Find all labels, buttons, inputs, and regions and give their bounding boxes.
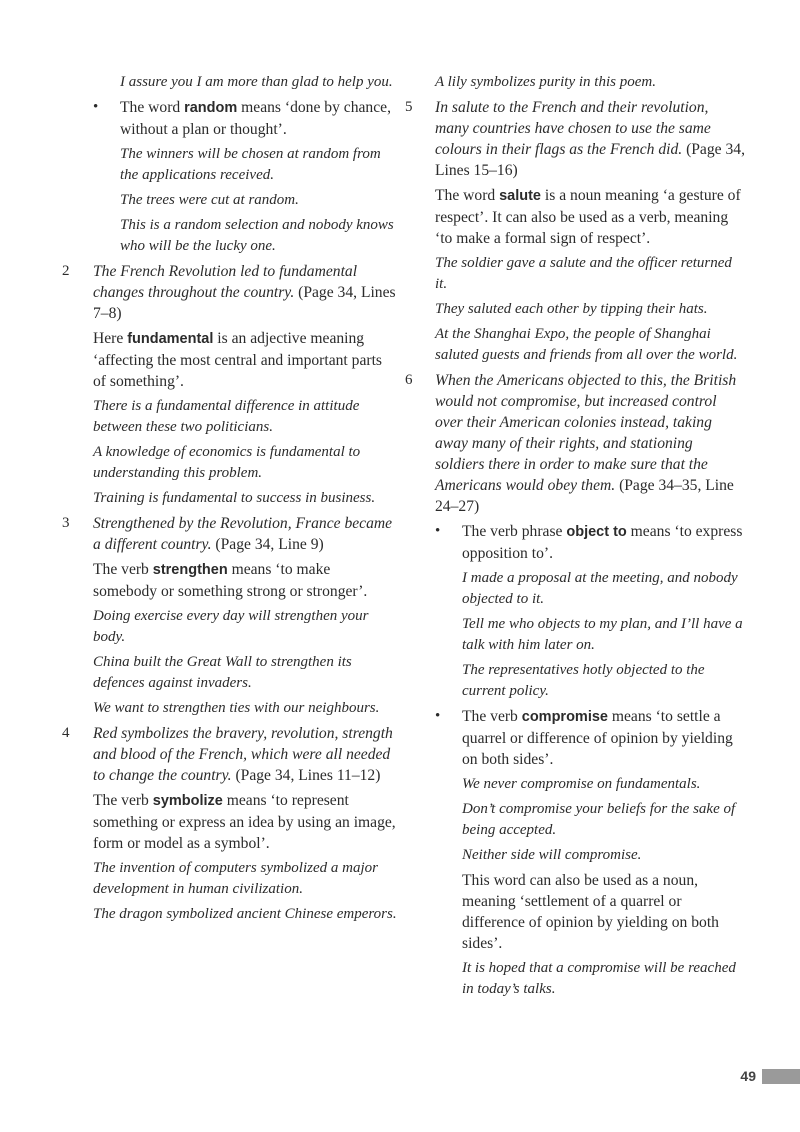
definition-text: Here fundamental is an adjective meaning ‘affecting the most central and important parts of something’. — [93, 330, 382, 390]
example-sentence: The trees were cut at random. — [120, 192, 299, 208]
example-sentence: A knowledge of economics is fundamental to understanding this problem. — [93, 444, 361, 481]
entry-quote: Strengthened by the Revolution, France became a different country. (Page 34, Line 9) — [93, 515, 393, 553]
left-column — [62, 72, 397, 925]
definition-text: The word salute is a noun meaning ‘a gesture of respect’. It can also be used as a verb, meaning ‘to make a formal sign of respect’. — [435, 187, 741, 247]
keyword: salute — [499, 188, 542, 204]
definition-text: This word can also be used as a noun, meaning ‘settlement of a quarrel or difference of opinion by yielding on both sides’. — [462, 872, 719, 952]
example-sentence: Training is fundamental to success in business. — [93, 490, 376, 506]
example-sentence: There is a fundamental difference in attitude between these two politicians. — [93, 398, 360, 435]
page-number: 49 — [740, 1068, 756, 1084]
entry-number: 2 — [62, 263, 70, 279]
definition-text: The verb symbolize means ‘to represent something or express an idea by using an image, form or model as a symbol’. — [93, 792, 396, 852]
definition-compromise — [405, 706, 745, 770]
example-sentence: The winners will be chosen at random from the applications received. — [120, 146, 381, 183]
entry-number: 4 — [62, 725, 70, 741]
example-sentence: I made a proposal at the meeting, and nobody objected to it. — [462, 570, 738, 607]
example-sentence: This is a random selection and nobody knows who will be the lucky one. — [120, 217, 394, 254]
example-sentence: We want to strengthen ties with our neighbours. — [93, 700, 380, 716]
definition-text: The word random means ‘done by chance, without a plan or thought’. — [120, 99, 391, 138]
keyword: random — [184, 100, 238, 116]
example-sentence: Doing exercise every day will strengthen your body. — [93, 608, 369, 645]
definition-random — [62, 97, 397, 140]
example-sentence: I assure you I am more than glad to help you. — [120, 74, 393, 90]
entry-3 — [62, 513, 397, 555]
entry-number: 6 — [405, 372, 413, 388]
example-sentence: The dragon symbolized ancient Chinese emperors. — [93, 906, 397, 922]
entry-4 — [62, 723, 397, 786]
bullet-icon: • — [435, 708, 441, 724]
entry-2 — [62, 261, 397, 324]
example-sentence: It is hoped that a compromise will be reached in today’s talks. — [462, 960, 736, 997]
keyword: fundamental — [127, 331, 214, 347]
example-sentence: Neither side will compromise. — [462, 847, 642, 863]
example-sentence: A lily symbolizes purity in this poem. — [435, 74, 656, 90]
example-sentence: The representatives hotly objected to the current policy. — [462, 662, 705, 699]
example-sentence: They saluted each other by tipping their hats. — [435, 301, 708, 317]
keyword: object to — [566, 524, 627, 540]
example-sentence: At the Shanghai Expo, the people of Shanghai saluted guests and friends from all over the world. — [435, 326, 738, 363]
entry-quote: Red symbolizes the bravery, revolution, strength and blood of the French, which were all needed to change the country. (Page 34, Lines 11–12) — [93, 725, 393, 784]
example-sentence: Don’t compromise your beliefs for the sake of being accepted. — [462, 801, 736, 838]
page-marker-bar — [762, 1069, 800, 1084]
bullet-icon: • — [93, 99, 99, 115]
entry-5 — [405, 97, 745, 181]
definition-text: The verb strengthen means ‘to make somebody or something strong or stronger’. — [93, 561, 368, 600]
keyword: strengthen — [152, 562, 228, 578]
entry-number: 5 — [405, 99, 413, 115]
right-column — [405, 72, 745, 1000]
entry-6 — [405, 370, 745, 517]
example-sentence: The soldier gave a salute and the officer returned it. — [435, 255, 732, 292]
entry-quote: In salute to the French and their revolution, many countries have chosen to use the same colours in their flags as the French did. (Page 34, Lines 15–16) — [435, 99, 745, 179]
example-sentence: China built the Great Wall to strengthen its defences against invaders. — [93, 654, 352, 691]
example-sentence: The invention of computers symbolized a major development in human civilization. — [93, 860, 378, 897]
definition-object-to — [405, 521, 745, 564]
keyword: compromise — [521, 709, 608, 725]
keyword: symbolize — [152, 793, 223, 809]
page-footer — [740, 1067, 800, 1085]
definition-text: The verb phrase object to means ‘to express opposition to’. — [462, 523, 743, 562]
entry-quote: When the Americans objected to this, the British would not compromise, but increased control over their American colonies instead, taking away many of their rights, and stationing soldiers there in order to make sure that the Americans would obey them. (Page 34–35, Line 24–27) — [435, 372, 737, 515]
entry-quote: The French Revolution led to fundamental changes throughout the country. (Page 34, Lines 7–8) — [93, 263, 396, 322]
definition-text: The verb compromise means ‘to settle a quarrel or difference of opinion by yielding on both sides’. — [462, 708, 733, 768]
bullet-icon: • — [435, 523, 441, 539]
example-sentence: We never compromise on fundamentals. — [462, 776, 701, 792]
example-sentence: Tell me who objects to my plan, and I’ll have a talk with him later on. — [462, 616, 743, 653]
entry-number: 3 — [62, 515, 70, 531]
